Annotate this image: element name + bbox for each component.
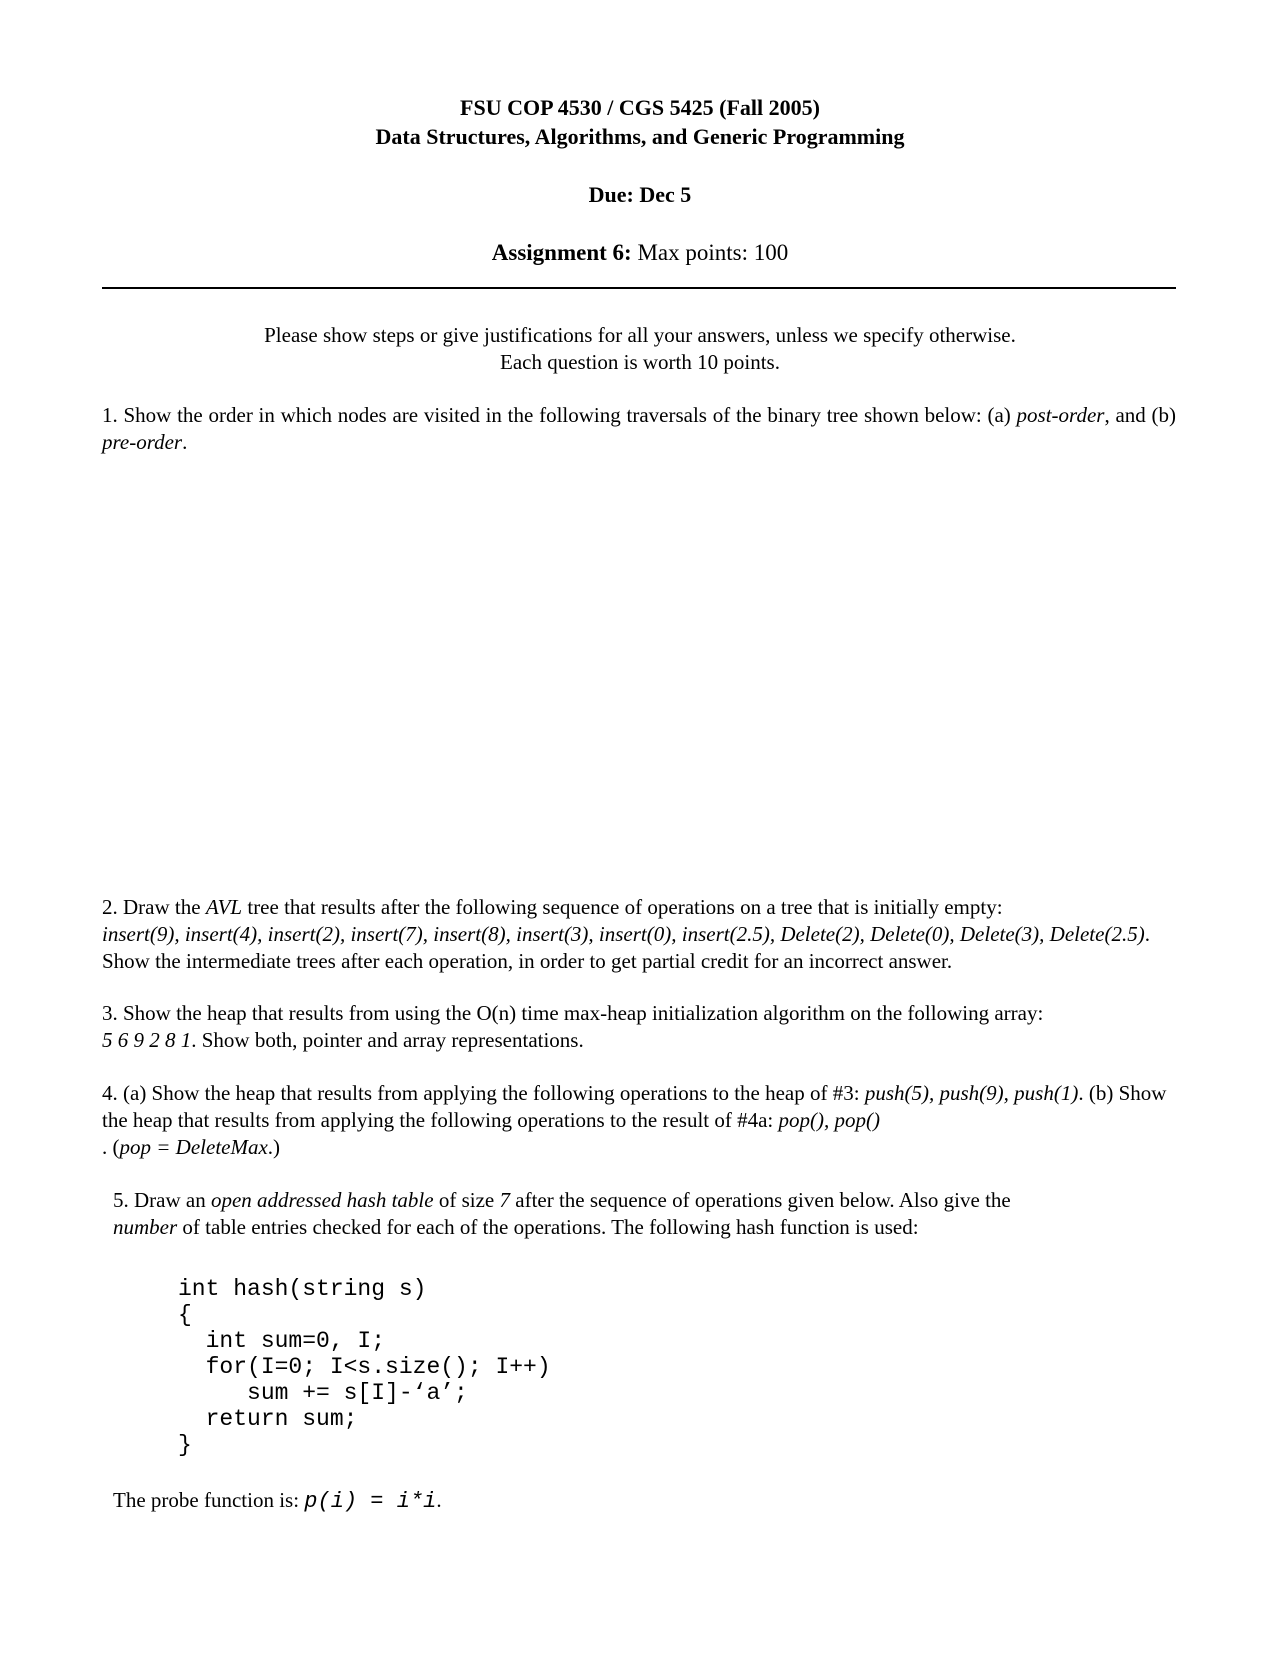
question-1: [102, 402, 1176, 456]
question-5: [113, 1187, 1173, 1241]
course-subtitle: Data Structures, Algorithms, and Generic Programming: [375, 124, 905, 149]
q2-text-3: . Show the intermediate trees after each operation, in order to get partial credit for an incorrect answer.: [102, 922, 1150, 973]
assignment-heading: [0, 240, 1280, 266]
question-4: [102, 1080, 1182, 1161]
assignment-label: Assignment 6:: [491, 240, 632, 265]
q1-post-order: post-order: [1016, 403, 1105, 427]
assignment-points: Max points: 100: [637, 240, 789, 265]
question-2: [102, 894, 1182, 975]
q5-text-1: 5. Draw an: [113, 1188, 211, 1212]
q5-text-2: of size: [433, 1188, 500, 1212]
question-3: [102, 1000, 1182, 1054]
q2-operations: insert(9), insert(4), insert(2), insert(7), insert(8), insert(3), insert(0), insert(2.5), Delete(2), Delete(0), Delete(3), Delete(2.5): [102, 922, 1145, 946]
probe-formula: p(i) = i*i: [304, 1489, 437, 1514]
q4-text-1: 4. (a) Show the heap that results from applying the following operations to the heap of #3:: [102, 1081, 865, 1105]
course-title: FSU COP 4530 / CGS 5425 (Fall 2005): [460, 95, 820, 120]
q1-text-b: , and (b): [1104, 403, 1176, 427]
binary-tree-diagram: [0, 460, 1280, 880]
q5-text-3: after the sequence of operations given below. Also give the: [510, 1188, 1011, 1212]
instructions: [0, 322, 1280, 376]
q1-text-c: .: [182, 430, 188, 454]
q4-text-3: . (: [102, 1135, 120, 1159]
q1-text-a: 1. Show the order in which nodes are visited in the following traversals of the binary tree shown below: (a): [102, 403, 1017, 427]
instructions-line-2: Each question is worth 10 points.: [500, 350, 780, 374]
q1-pre-order: pre-order: [102, 430, 183, 454]
q5-hash-table: open addressed hash table: [210, 1188, 434, 1212]
probe-end: .: [436, 1488, 442, 1512]
q3-array: 5 6 9 2 8 1: [102, 1028, 192, 1052]
probe-label: The probe function is:: [113, 1488, 305, 1512]
header-divider: [102, 287, 1176, 289]
hash-function-code: int hash(string s) { int sum=0, I; for(I=0; I<s.size(); I++) sum += s[I]-‘a’; return sum; }: [178, 1276, 551, 1458]
q4-text-4: .): [267, 1135, 281, 1159]
probe-function: [113, 1488, 442, 1514]
instructions-line-1: Please show steps or give justifications for all your answers, unless we specify otherwise.: [264, 323, 1016, 347]
q3-text-2: . Show both, pointer and array representations.: [191, 1028, 584, 1052]
q3-text-1: 3. Show the heap that results from using the O(n) time max-heap initialization algorithm on the following array:: [102, 1001, 1044, 1025]
q5-number: number: [113, 1215, 178, 1239]
q4-ops-b: pop(), pop(): [778, 1108, 880, 1132]
q2-text-1: 2. Draw the: [102, 895, 206, 919]
q2-avl: AVL: [205, 895, 243, 919]
due-date: Due: Dec 5: [588, 182, 692, 207]
q5-text-4: of table entries checked for each of the operations. The following hash function is used:: [177, 1215, 919, 1239]
q5-size: 7: [499, 1188, 510, 1212]
document-title: [0, 93, 1280, 151]
q2-text-2: tree that results after the following sequence of operations on a tree that is initially empty:: [242, 895, 1003, 919]
q4-note: pop = DeleteMax: [119, 1135, 268, 1159]
q4-text-2: . (b) Show the heap that results from applying the following operations to the result of #4a:: [102, 1081, 1167, 1132]
q4-ops-a: push(5), push(9), push(1): [864, 1081, 1079, 1105]
